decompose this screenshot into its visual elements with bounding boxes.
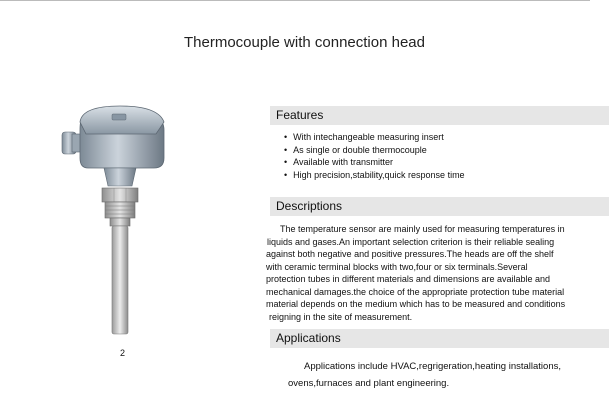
feature-item: • High precision,stability,quick response time — [284, 169, 465, 182]
description-line: reigning in the site of measurement. — [269, 311, 413, 322]
applications-heading: Applications — [270, 329, 609, 348]
feature-item: • With intechangeable measuring insert — [284, 131, 465, 144]
description-line: mechanical damages.the choice of the appropriate protection tube material — [266, 286, 565, 297]
description-line: liquids and gases.An important selection criterion is their reliable sealing — [267, 236, 555, 247]
feature-item: • As single or double thermocouple — [284, 144, 465, 157]
descriptions-text — [266, 223, 602, 323]
figure-number: 2 — [120, 348, 126, 358]
application-line: ovens,furnaces and plant engineering. — [288, 378, 450, 389]
description-line: with ceramic terminal blocks with two,four or six terminals.Several — [266, 261, 528, 272]
top-rule — [0, 0, 590, 1]
description-line: against both negative and positive pressures.The heads are off the shelf — [266, 249, 554, 259]
description-line: The temperature sensor are mainly used for measuring temperatures in — [280, 224, 565, 234]
description-line: material depends on the medium which has to be measured and conditions — [266, 299, 566, 309]
applications-text — [288, 358, 561, 392]
page-title: Thermocouple with connection head — [184, 34, 425, 51]
features-heading: Features — [270, 106, 609, 125]
feature-item: • Available with transmitter — [284, 156, 465, 169]
thermocouple-image — [60, 104, 178, 336]
description-line: protection tubes in different materials and dimensions are available and — [266, 274, 551, 284]
descriptions-heading: Descriptions — [270, 197, 609, 216]
application-line: Applications include HVAC,regrigeration,heating installations, — [304, 361, 561, 372]
features-list — [284, 131, 465, 181]
